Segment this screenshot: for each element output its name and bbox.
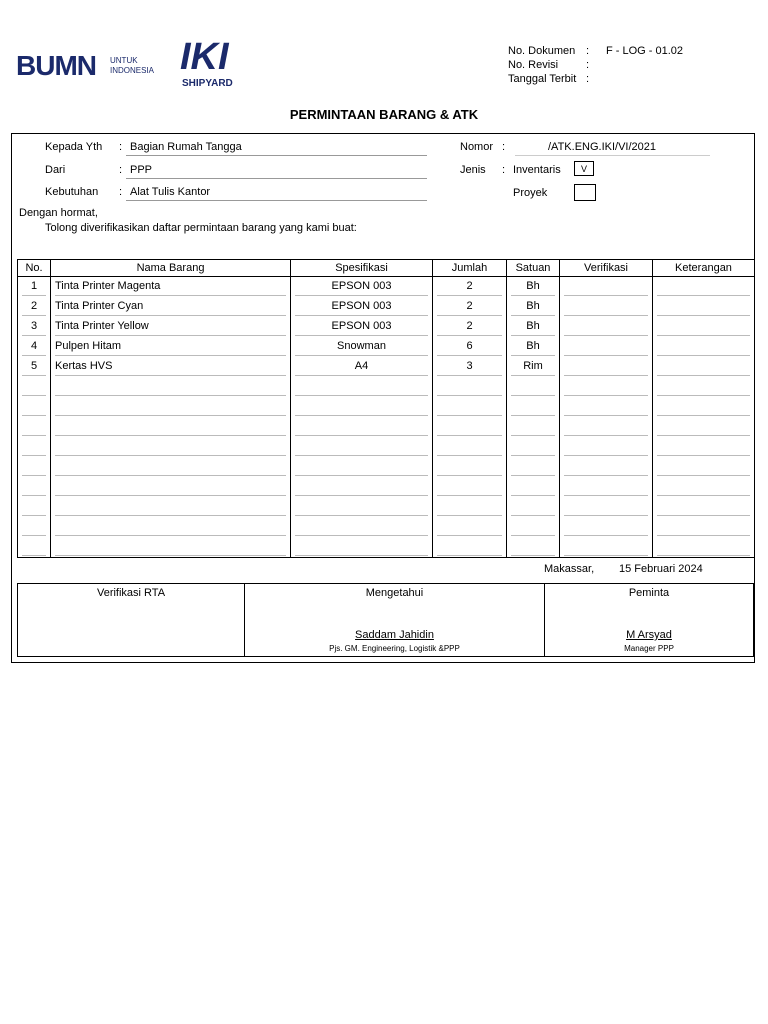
cell-keterangan — [653, 437, 755, 457]
date-text: 15 Februari 2024 — [619, 563, 703, 575]
spesifikasi-value — [295, 418, 428, 436]
cell-verifikasi — [560, 497, 653, 517]
cell-jumlah — [433, 477, 507, 497]
cell-nama-barang — [51, 517, 291, 537]
header-keterangan: Keterangan — [653, 260, 755, 277]
cell-keterangan — [653, 477, 755, 497]
keterangan-value — [657, 318, 750, 336]
cell-keterangan — [653, 277, 755, 298]
jumlah-value — [437, 518, 502, 536]
cell-no — [18, 457, 51, 477]
verifikasi-value — [564, 438, 648, 456]
header-nama-barang: Nama Barang — [51, 260, 291, 277]
keterangan-value — [657, 478, 750, 496]
nama-barang-value — [55, 518, 286, 536]
verifikasi-value — [564, 478, 648, 496]
satuan-value: Bh — [511, 318, 555, 336]
iki-shipyard-logo — [180, 36, 244, 90]
cell-satuan — [507, 457, 560, 477]
verifikasi-value — [564, 498, 648, 516]
cell-spesifikasi — [291, 337, 433, 357]
verifikasi-value — [564, 378, 648, 396]
issue-date-row: Tanggal Terbit : — [508, 73, 590, 85]
cell-nama-barang — [51, 537, 291, 558]
cell-nama-barang — [51, 277, 291, 298]
satuan-value — [511, 518, 555, 536]
cell-no — [18, 517, 51, 537]
jumlah-value: 2 — [437, 278, 502, 296]
cell-no — [18, 497, 51, 517]
cell-keterangan — [653, 357, 755, 377]
cell-satuan — [507, 417, 560, 437]
signature-name: Saddam Jahidin — [355, 629, 434, 641]
keterangan-value — [657, 518, 750, 536]
cell-no — [18, 417, 51, 437]
cell-satuan — [507, 497, 560, 517]
nama-barang-value: Tinta Printer Cyan — [55, 298, 286, 316]
nama-barang-value — [55, 398, 286, 416]
cell-spesifikasi — [291, 437, 433, 457]
cell-satuan — [507, 537, 560, 558]
jumlah-value: 3 — [437, 358, 502, 376]
cell-jumlah — [433, 317, 507, 337]
no-value: 3 — [22, 318, 46, 336]
satuan-value: Bh — [511, 278, 555, 296]
spesifikasi-value: EPSON 003 — [295, 298, 428, 316]
cell-verifikasi — [560, 337, 653, 357]
cell-no — [18, 357, 51, 377]
satuan-value: Bh — [511, 298, 555, 316]
header-verifikasi: Verifikasi — [560, 260, 653, 277]
jumlah-value — [437, 538, 502, 556]
no-value: 2 — [22, 298, 46, 316]
inventaris-checkbox[interactable]: V — [574, 161, 594, 176]
keterangan-value — [657, 498, 750, 516]
nama-barang-value — [55, 538, 286, 556]
verifikasi-value — [564, 398, 648, 416]
cell-spesifikasi — [291, 277, 433, 298]
cell-keterangan — [653, 377, 755, 397]
verifikasi-value — [564, 298, 648, 316]
cell-verifikasi — [560, 517, 653, 537]
nama-barang-value — [55, 458, 286, 476]
no-value — [22, 458, 46, 476]
satuan-value — [511, 478, 555, 496]
no-value — [22, 478, 46, 496]
jumlah-value: 2 — [437, 318, 502, 336]
satuan-value — [511, 398, 555, 416]
cell-nama-barang — [51, 377, 291, 397]
table-header-row — [18, 260, 755, 277]
jumlah-value — [437, 438, 502, 456]
cell-no — [18, 337, 51, 357]
cell-nama-barang — [51, 417, 291, 437]
revision-row: No. Revisi : — [508, 59, 590, 71]
jumlah-value: 2 — [437, 298, 502, 316]
cell-satuan — [507, 297, 560, 317]
table-row — [18, 357, 755, 377]
verifikasi-value — [564, 318, 648, 336]
verifikasi-value — [564, 538, 648, 556]
cell-nama-barang — [51, 337, 291, 357]
cell-satuan — [507, 397, 560, 417]
cell-jumlah — [433, 297, 507, 317]
cell-spesifikasi — [291, 477, 433, 497]
nama-barang-value — [55, 498, 286, 516]
spesifikasi-value: EPSON 003 — [295, 278, 428, 296]
cell-jumlah — [433, 337, 507, 357]
cell-verifikasi — [560, 277, 653, 298]
cell-no — [18, 537, 51, 558]
dari-label: Dari — [45, 164, 66, 176]
cell-jumlah — [433, 497, 507, 517]
satuan-value — [511, 538, 555, 556]
jumlah-value — [437, 478, 502, 496]
signature-peminta — [545, 584, 753, 656]
no-value: 4 — [22, 338, 46, 356]
verifikasi-value — [564, 518, 648, 536]
kepada-label: Kepada Yth — [45, 141, 103, 153]
doc-number-row: No. Dokumen : F - LOG - 01.02 — [508, 45, 684, 57]
jumlah-value — [437, 398, 502, 416]
issue-date-label: Tanggal Terbit — [508, 73, 577, 85]
bumn-logo-sub1: UNTUK — [110, 56, 138, 65]
inventaris-label: Inventaris — [513, 164, 561, 176]
doc-number-value: F - LOG - 01.02 — [606, 45, 684, 57]
cell-nama-barang — [51, 297, 291, 317]
satuan-value — [511, 378, 555, 396]
spesifikasi-value — [295, 378, 428, 396]
verifikasi-value — [564, 278, 648, 296]
spesifikasi-value: A4 — [295, 358, 428, 376]
nama-barang-value — [55, 438, 286, 456]
cell-satuan — [507, 317, 560, 337]
jenis-label: Jenis — [460, 164, 486, 176]
greeting: Dengan hormat, — [19, 207, 98, 219]
bumn-logo-text: BUMN — [16, 50, 96, 81]
signature-heading: Peminta — [628, 587, 670, 599]
satuan-value — [511, 418, 555, 436]
satuan-value — [511, 438, 555, 456]
keterangan-value — [657, 298, 750, 316]
cell-spesifikasi — [291, 417, 433, 437]
spesifikasi-value — [295, 478, 428, 496]
kebutuhan-value: Alat Tulis Kantor — [130, 186, 211, 198]
cell-jumlah — [433, 457, 507, 477]
document-info — [508, 44, 683, 86]
cell-spesifikasi — [291, 297, 433, 317]
cell-satuan — [507, 477, 560, 497]
cell-keterangan — [653, 497, 755, 517]
no-value: 5 — [22, 358, 46, 376]
cell-jumlah — [433, 377, 507, 397]
cell-jumlah — [433, 277, 507, 298]
signature-box — [17, 583, 754, 657]
nomor-value: /ATK.ENG.IKI/VI/2021 — [548, 141, 657, 153]
kepada-value: Bagian Rumah Tangga — [130, 141, 242, 153]
cell-jumlah — [433, 417, 507, 437]
items-table — [17, 259, 755, 558]
cell-spesifikasi — [291, 397, 433, 417]
signature-heading: Verifikasi RTA — [96, 587, 166, 599]
items-table-body — [18, 277, 755, 558]
signature-position: Manager PPP — [624, 644, 674, 653]
kebutuhan-label: Kebutuhan — [45, 186, 99, 198]
document-title: PERMINTAAN BARANG & ATK — [289, 107, 479, 122]
proyek-label: Proyek — [513, 187, 548, 199]
proyek-checkbox[interactable] — [574, 184, 596, 201]
cell-nama-barang — [51, 317, 291, 337]
nama-barang-value — [55, 418, 286, 436]
cell-no — [18, 397, 51, 417]
table-row — [18, 317, 755, 337]
cell-keterangan — [653, 537, 755, 558]
no-value — [22, 378, 46, 396]
cell-no — [18, 437, 51, 457]
header-no: No. — [18, 260, 51, 277]
spesifikasi-value — [295, 518, 428, 536]
table-row — [18, 277, 755, 298]
keterangan-value — [657, 358, 750, 376]
cell-satuan — [507, 377, 560, 397]
iki-logo-text: IKI — [180, 36, 229, 78]
satuan-value — [511, 458, 555, 476]
cell-nama-barang — [51, 357, 291, 377]
cell-keterangan — [653, 417, 755, 437]
signature-position: Pjs. GM. Engineering, Logistik &PPP — [329, 644, 460, 653]
cell-spesifikasi — [291, 497, 433, 517]
cell-nama-barang — [51, 457, 291, 477]
cell-verifikasi — [560, 317, 653, 337]
nomor-label: Nomor — [460, 141, 494, 153]
cell-spesifikasi — [291, 357, 433, 377]
cell-jumlah — [433, 537, 507, 558]
nama-barang-value: Pulpen Hitam — [55, 338, 286, 356]
spesifikasi-value — [295, 398, 428, 416]
keterangan-value — [657, 378, 750, 396]
table-row — [18, 497, 755, 517]
cell-verifikasi — [560, 477, 653, 497]
nama-barang-value — [55, 478, 286, 496]
cell-spesifikasi — [291, 317, 433, 337]
cell-spesifikasi — [291, 457, 433, 477]
cell-keterangan — [653, 517, 755, 537]
cell-nama-barang — [51, 477, 291, 497]
bumn-logo — [16, 50, 166, 82]
keterangan-value — [657, 398, 750, 416]
header-satuan: Satuan — [507, 260, 560, 277]
cell-keterangan — [653, 337, 755, 357]
keterangan-value — [657, 538, 750, 556]
cell-jumlah — [433, 357, 507, 377]
no-value — [22, 498, 46, 516]
cell-spesifikasi — [291, 517, 433, 537]
cell-nama-barang — [51, 437, 291, 457]
cell-keterangan — [653, 297, 755, 317]
cell-jumlah — [433, 517, 507, 537]
cell-satuan — [507, 437, 560, 457]
spesifikasi-value: Snowman — [295, 338, 428, 356]
cell-verifikasi — [560, 377, 653, 397]
cell-spesifikasi — [291, 537, 433, 558]
table-row — [18, 397, 755, 417]
cell-jumlah — [433, 437, 507, 457]
signature-verifikasi-rta — [18, 584, 245, 656]
revision-label: No. Revisi — [508, 59, 559, 71]
keterangan-value — [657, 438, 750, 456]
keterangan-value — [657, 418, 750, 436]
jumlah-value — [437, 498, 502, 516]
cell-verifikasi — [560, 417, 653, 437]
table-row — [18, 417, 755, 437]
no-value — [22, 538, 46, 556]
header-jumlah: Jumlah — [433, 260, 507, 277]
cell-nama-barang — [51, 497, 291, 517]
cell-satuan — [507, 517, 560, 537]
cell-no — [18, 297, 51, 317]
nama-barang-value: Kertas HVS — [55, 358, 286, 376]
jumlah-value — [437, 418, 502, 436]
request-text: Tolong diverifikasikan daftar permintaan barang yang kami buat: — [45, 222, 357, 234]
cell-nama-barang — [51, 397, 291, 417]
cell-verifikasi — [560, 437, 653, 457]
table-row — [18, 517, 755, 537]
cell-spesifikasi — [291, 377, 433, 397]
satuan-value: Rim — [511, 358, 555, 376]
no-value: 1 — [22, 278, 46, 296]
table-row — [18, 457, 755, 477]
verifikasi-value — [564, 458, 648, 476]
signature-name: M Arsyad — [626, 629, 672, 641]
cell-no — [18, 317, 51, 337]
keterangan-value — [657, 338, 750, 356]
spesifikasi-value — [295, 538, 428, 556]
dari-value: PPP — [130, 164, 153, 176]
cell-keterangan — [653, 397, 755, 417]
nama-barang-value: Tinta Printer Magenta — [55, 278, 286, 296]
nama-barang-value: Tinta Printer Yellow — [55, 318, 286, 336]
cell-verifikasi — [560, 457, 653, 477]
cell-keterangan — [653, 457, 755, 477]
cell-satuan — [507, 277, 560, 298]
keterangan-value — [657, 278, 750, 296]
no-value — [22, 518, 46, 536]
no-value — [22, 438, 46, 456]
cell-verifikasi — [560, 397, 653, 417]
table-row — [18, 297, 755, 317]
cell-satuan — [507, 357, 560, 377]
satuan-value: Bh — [511, 338, 555, 356]
cell-no — [18, 477, 51, 497]
cell-no — [18, 377, 51, 397]
spesifikasi-value: EPSON 003 — [295, 318, 428, 336]
verifikasi-value — [564, 418, 648, 436]
signature-mengetahui — [245, 584, 545, 656]
cell-verifikasi — [560, 357, 653, 377]
jumlah-value — [437, 378, 502, 396]
cell-no — [18, 277, 51, 298]
cell-verifikasi — [560, 297, 653, 317]
table-row — [18, 437, 755, 457]
iki-logo-sub: SHIPYARD — [182, 78, 233, 89]
table-row — [18, 377, 755, 397]
satuan-value — [511, 498, 555, 516]
no-value — [22, 418, 46, 436]
table-row — [18, 477, 755, 497]
table-row — [18, 337, 755, 357]
spesifikasi-value — [295, 458, 428, 476]
keterangan-value — [657, 458, 750, 476]
spesifikasi-value — [295, 438, 428, 456]
jumlah-value — [437, 458, 502, 476]
no-value — [22, 398, 46, 416]
verifikasi-value — [564, 358, 648, 376]
nama-barang-value — [55, 378, 286, 396]
signature-heading: Mengetahui — [365, 587, 424, 599]
bumn-logo-sub2: INDONESIA — [110, 66, 155, 75]
verifikasi-value — [564, 338, 648, 356]
spesifikasi-value — [295, 498, 428, 516]
cell-satuan — [507, 337, 560, 357]
jumlah-value: 6 — [437, 338, 502, 356]
header-spesifikasi: Spesifikasi — [291, 260, 433, 277]
cell-keterangan — [653, 317, 755, 337]
doc-number-label: No. Dokumen — [508, 45, 576, 57]
place-text: Makassar, — [544, 563, 595, 575]
table-row — [18, 537, 755, 558]
cell-jumlah — [433, 397, 507, 417]
cell-verifikasi — [560, 537, 653, 558]
